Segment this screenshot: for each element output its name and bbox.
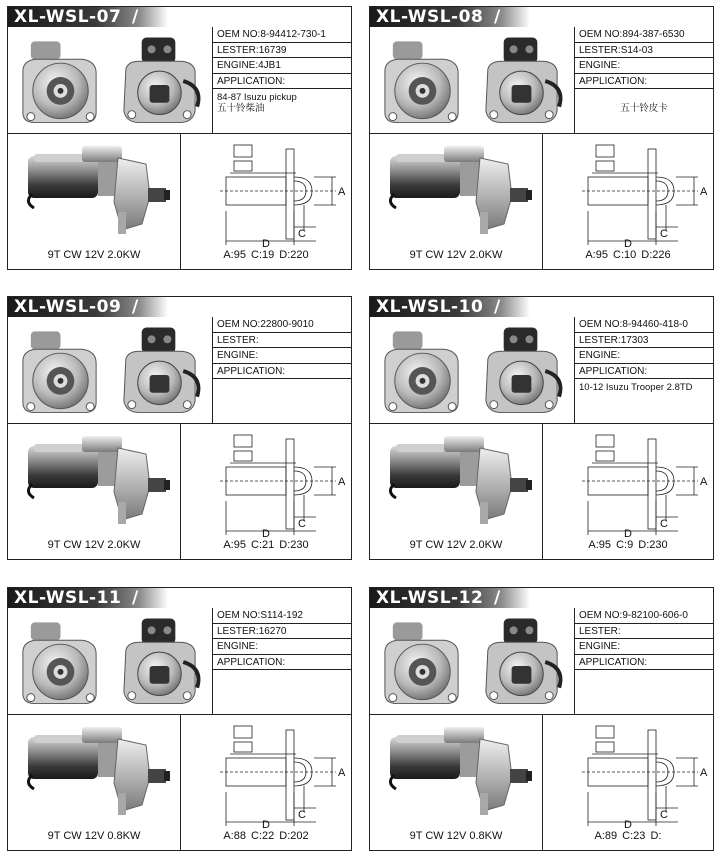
- oem-row: OEM NO:9-82100-606-0: [575, 608, 713, 624]
- dim-label-a: A: [700, 186, 708, 198]
- oem-value: 894-387-6530: [622, 29, 685, 40]
- application-value: 五十铃皮卡: [620, 103, 668, 114]
- application-value: 84-87 Isuzu pickup 五十铃柴油: [217, 92, 297, 114]
- starter-side-photo: [22, 431, 172, 533]
- oem-value: S114-192: [260, 610, 303, 621]
- dim-label-c: C: [660, 518, 668, 530]
- slash-icon: /: [494, 297, 501, 317]
- starter-front-photo: [13, 31, 108, 131]
- info-table: [575, 317, 713, 393]
- slash-icon: /: [132, 588, 139, 608]
- engine-row: ENGINE:: [213, 348, 351, 364]
- oem-value: 9-82100-606-0: [622, 610, 688, 621]
- card-header: [370, 297, 530, 317]
- dimensions-text: A:95 C:21 D:230: [223, 539, 309, 551]
- dimension-diagram: [548, 431, 708, 537]
- spec-text: 9T CW 12V 2.0KW: [409, 249, 503, 261]
- oem-row: OEM NO:894-387-6530: [575, 27, 713, 43]
- starter-front-photo: [375, 612, 470, 712]
- model-title: XL-WSL-08: [376, 7, 484, 27]
- card-header: [8, 588, 168, 608]
- application-row: APPLICATION:: [213, 655, 351, 671]
- application-value: [213, 670, 351, 673]
- lester-row: LESTER:16270: [213, 624, 351, 640]
- spec-text: 9T CW 12V 0.8KW: [47, 830, 141, 842]
- dimension-diagram: [548, 141, 708, 247]
- product-card-xl-wsl-12: [369, 587, 714, 851]
- product-card-xl-wsl-08: [369, 6, 714, 270]
- application-row: APPLICATION:: [575, 655, 713, 671]
- starter-rear-photo: [112, 31, 207, 131]
- application-value: 10-12 Isuzu Trooper 2.8TD: [579, 382, 693, 393]
- spec-text: 9T CW 12V 2.0KW: [47, 249, 141, 261]
- spec-text: 9T CW 12V 2.0KW: [47, 539, 141, 551]
- model-title: XL-WSL-12: [376, 588, 484, 608]
- model-title: XL-WSL-09: [14, 297, 122, 317]
- dim-label-c: C: [298, 518, 306, 530]
- model-title: XL-WSL-11: [14, 588, 122, 608]
- dim-label-d: D: [624, 528, 632, 537]
- starter-side-photo: [22, 141, 172, 243]
- slash-icon: /: [132, 7, 139, 27]
- product-card-xl-wsl-11: [7, 587, 352, 851]
- oem-row: OEM NO:S114-192: [213, 608, 351, 624]
- starter-rear-photo: [112, 321, 207, 421]
- application-row: APPLICATION:: [575, 74, 713, 90]
- spec-text: 9T CW 12V 0.8KW: [409, 830, 503, 842]
- lester-value: S14-03: [620, 44, 653, 56]
- dimensions-text: A:95 C:10 D:226: [585, 249, 671, 261]
- product-card-xl-wsl-09: [7, 296, 352, 560]
- oem-row: OEM NO:8-94460-418-0: [575, 317, 713, 333]
- starter-rear-photo: [474, 321, 569, 421]
- dimensions-text: A:88 C:22 D:202: [223, 830, 309, 842]
- starter-rear-photo: [474, 612, 569, 712]
- starter-front-photo: [375, 31, 470, 131]
- lester-row: LESTER:: [213, 333, 351, 349]
- dim-label-c: C: [298, 228, 306, 240]
- card-header: [8, 297, 168, 317]
- info-table: [575, 27, 713, 114]
- starter-side-photo: [22, 722, 172, 824]
- oem-value: 22800-9010: [260, 319, 314, 330]
- dim-label-a: A: [338, 767, 346, 779]
- engine-value: 4JB1: [258, 60, 281, 71]
- dim-label-a: A: [338, 476, 346, 488]
- lester-row: LESTER:S14-03: [575, 43, 713, 59]
- info-table: [213, 317, 351, 382]
- card-header: [8, 7, 168, 27]
- product-card-xl-wsl-07: [7, 6, 352, 270]
- lester-row: LESTER:16739: [213, 43, 351, 59]
- dim-label-a: A: [338, 186, 346, 198]
- dimensions-text: A:89 C:23 D:: [594, 830, 662, 842]
- oem-value: 8-94412-730-1: [260, 29, 326, 40]
- dimension-diagram: [548, 722, 708, 828]
- application-row: APPLICATION:: [213, 364, 351, 380]
- dim-label-d: D: [624, 238, 632, 247]
- card-header: [370, 7, 530, 27]
- dim-label-d: D: [262, 819, 270, 828]
- dim-label-a: A: [700, 767, 708, 779]
- dim-label-a: A: [700, 476, 708, 488]
- spec-text: 9T CW 12V 2.0KW: [409, 539, 503, 551]
- dim-label-c: C: [298, 809, 306, 821]
- dimension-diagram: [186, 141, 346, 247]
- dim-label-c: C: [660, 228, 668, 240]
- dimension-diagram: [186, 431, 346, 537]
- model-title: XL-WSL-07: [14, 7, 122, 27]
- dim-label-d: D: [262, 238, 270, 247]
- slash-icon: /: [132, 297, 139, 317]
- application-row: APPLICATION:: [213, 74, 351, 90]
- card-header: [370, 588, 530, 608]
- dim-label-d: D: [624, 819, 632, 828]
- lester-row: LESTER:: [575, 624, 713, 640]
- dim-label-c: C: [660, 809, 668, 821]
- lester-value: 16270: [258, 625, 287, 637]
- engine-row: ENGINE:: [575, 639, 713, 655]
- dimensions-text: A:95 C:9 D:230: [588, 539, 668, 551]
- info-table: [575, 608, 713, 673]
- starter-side-photo: [384, 431, 534, 533]
- starter-side-photo: [384, 722, 534, 824]
- oem-row: OEM NO:22800-9010: [213, 317, 351, 333]
- engine-row: ENGINE:: [213, 639, 351, 655]
- lester-value: 16739: [258, 44, 287, 56]
- lester-row: LESTER:17303: [575, 333, 713, 349]
- product-card-xl-wsl-10: [369, 296, 714, 560]
- engine-row: ENGINE:: [575, 58, 713, 74]
- starter-rear-photo: [112, 612, 207, 712]
- starter-rear-photo: [474, 31, 569, 131]
- starter-front-photo: [375, 321, 470, 421]
- slash-icon: /: [494, 588, 501, 608]
- starter-front-photo: [13, 321, 108, 421]
- application-value: [575, 670, 713, 673]
- model-title: XL-WSL-10: [376, 297, 484, 317]
- info-table: [213, 608, 351, 673]
- application-value: [213, 379, 351, 382]
- slash-icon: /: [494, 7, 501, 27]
- dim-label-d: D: [262, 528, 270, 537]
- engine-row: ENGINE:4JB1: [213, 58, 351, 74]
- lester-value: 17303: [620, 334, 649, 346]
- starter-side-photo: [384, 141, 534, 243]
- application-row: APPLICATION:: [575, 364, 713, 380]
- dimension-diagram: [186, 722, 346, 828]
- oem-row: OEM NO:8-94412-730-1: [213, 27, 351, 43]
- dimensions-text: A:95 C:19 D:220: [223, 249, 309, 261]
- engine-row: ENGINE:: [575, 348, 713, 364]
- oem-value: 8-94460-418-0: [622, 319, 688, 330]
- info-table: [213, 27, 351, 114]
- starter-front-photo: [13, 612, 108, 712]
